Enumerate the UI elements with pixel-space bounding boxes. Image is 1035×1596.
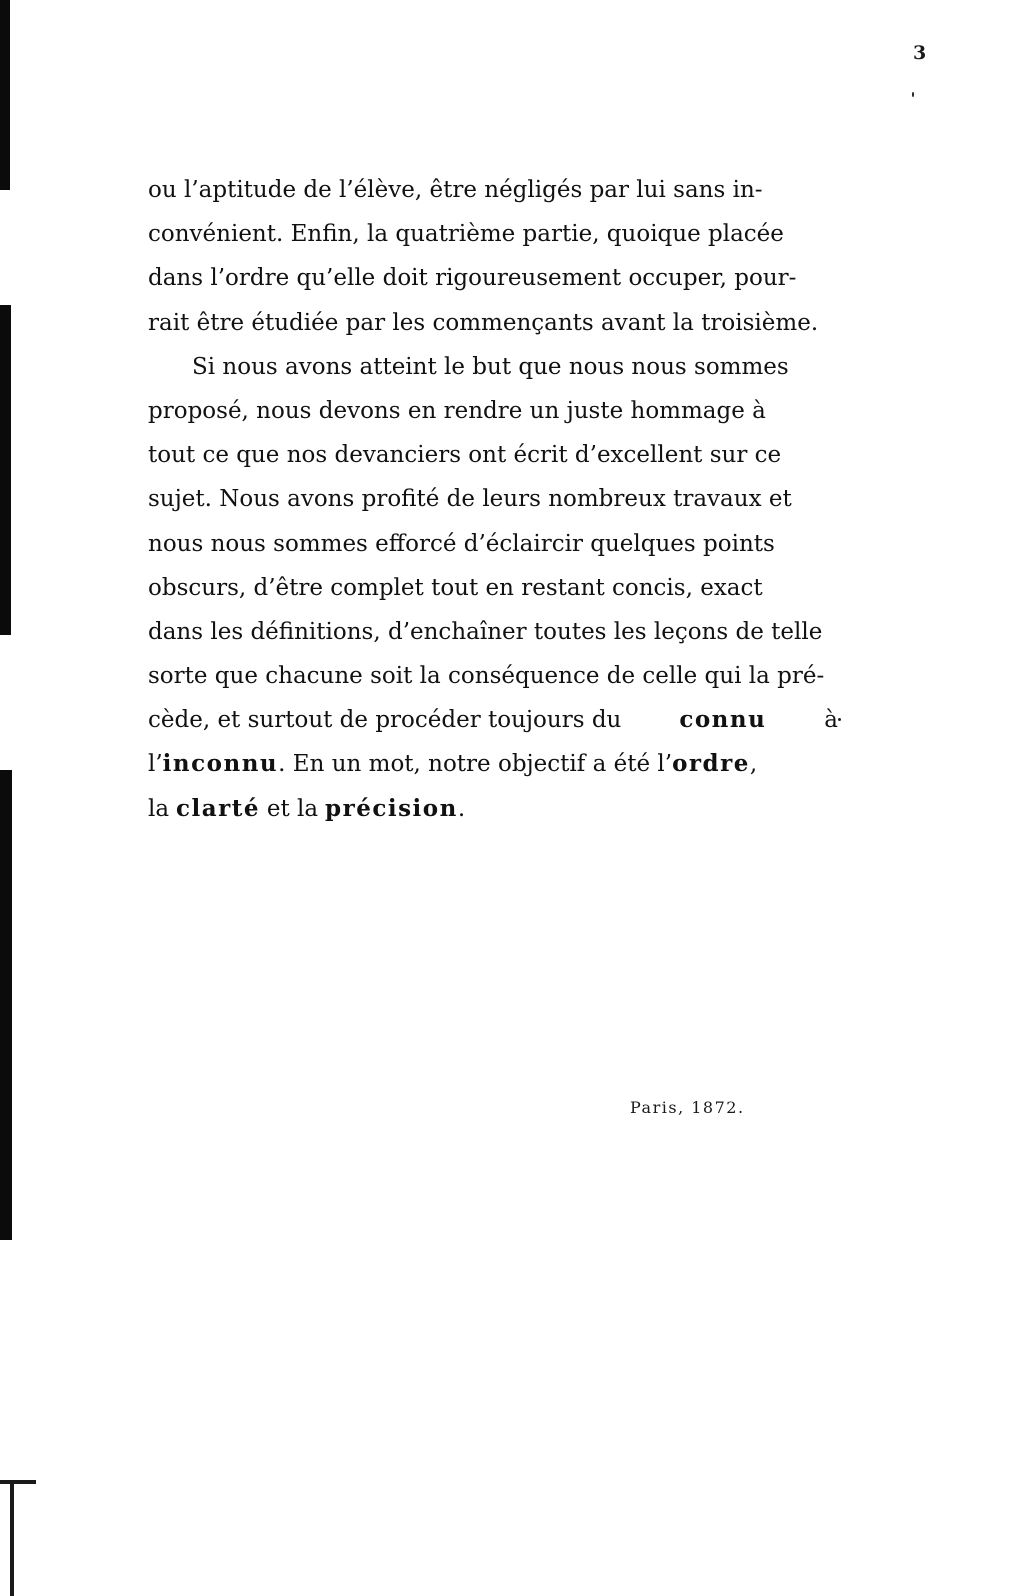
text-line: la clarté et la précision . [148,787,838,831]
scan-speck [912,92,914,97]
page-binding-edge [0,305,11,635]
text-line: ou l’aptitude de l’élève, être négligés par lui sans in- [148,177,763,203]
emphasis-clarte: clarté [175,794,260,822]
emphasis-connu: connu [679,706,767,734]
emphasis-precision: précision [325,794,458,822]
place-date-signature: Paris, 1872. [630,1098,745,1117]
corner-mark [10,1480,14,1596]
page-binding-edge [0,0,10,190]
text-line: convénient. Enfin, la quatrième partie, quoique placée [148,221,784,248]
text-line: l’ inconnu . En un mot, notre objectif a été l’ ordre , [148,742,838,786]
text-line: obscurs, d’être complet tout en restant concis, exact [148,574,763,601]
text-line: proposé, nous devons en rendre un juste hommage à [148,397,766,424]
emphasis-inconnu: inconnu [162,750,279,778]
text-line: rait être étudiée par les commençants avant la troisième. [148,309,819,336]
corner-mark [0,1480,36,1484]
text-line: dans l’ordre qu’elle doit rigoureusement occuper, pour- [148,265,797,292]
text-line: cède, et surtout de procéder toujours du connu à [148,698,838,742]
scan-speck [838,718,841,721]
text-line: sorte que chacune soit la conséquence de celle qui la pré- [148,663,825,690]
emphasis-ordre: ordre [672,750,750,778]
text-line: sujet. Nous avons profité de leurs nombreux travaux et [148,486,792,513]
page-number: 3 [913,42,927,64]
text-line: dans les définitions, d’enchaîner toutes les leçons de telle [148,618,823,645]
text-line: tout ce que nos devanciers ont écrit d’excellent sur ce [148,442,782,469]
text-line: nous nous sommes efforcé d’éclaircir quelques points [148,530,775,557]
paragraph-start-line: Si nous avons atteint le but que nous nous sommes [192,353,789,380]
body-text [148,168,838,831]
page-binding-edge [0,770,12,1240]
